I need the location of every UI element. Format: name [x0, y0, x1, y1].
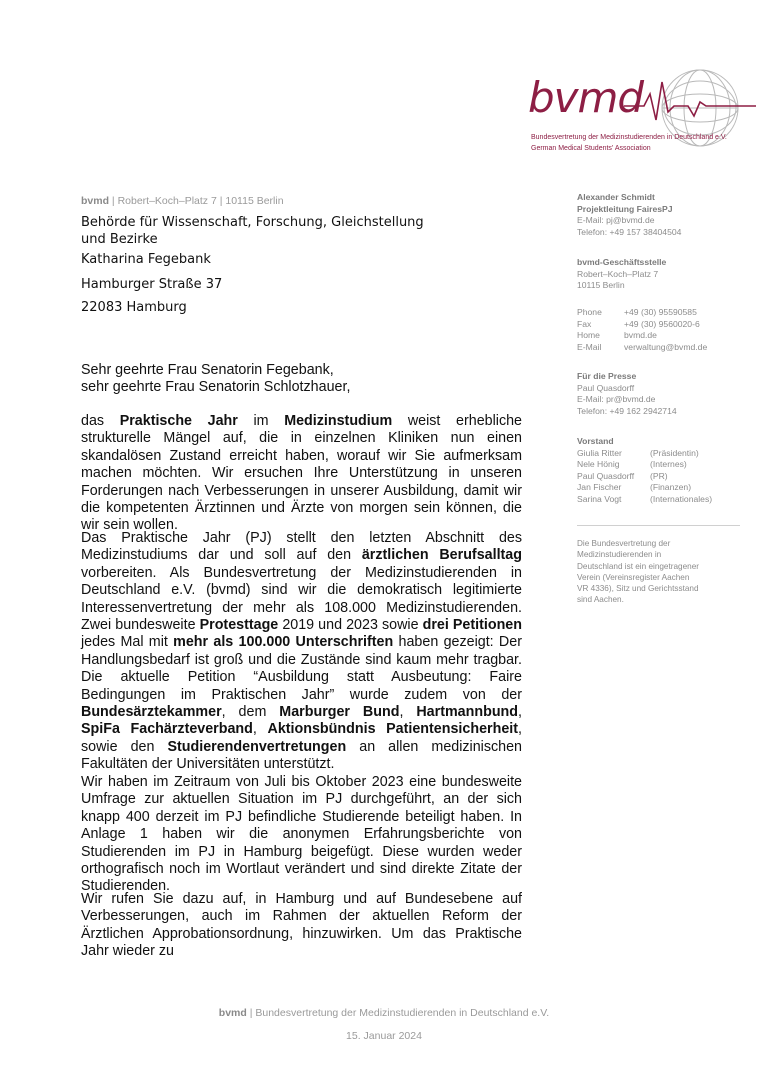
body-text: Wir rufen Sie dazu auf, in Hamburg und auf Bundesebene auf Verbesserungen, auch im Rahmen der aktuellen Reform der Ärztlichen Approbationsordnung, hinzuwirken. Um das Praktische Jahr wieder zu: [81, 891, 522, 960]
emphasis-text: Marburger Bund: [279, 704, 400, 721]
board-title: Vorstand: [577, 436, 614, 446]
legal-line: VR 4336), Sitz und Gerichtsstand: [577, 584, 699, 594]
paragraph-4: [81, 891, 522, 961]
emphasis-text: Praktische Jahr: [119, 413, 238, 429]
sidebar-press: [577, 371, 752, 417]
recipient-city: 22083 Hamburg: [81, 300, 187, 315]
legal-line: Die Bundesvertretung der: [577, 539, 671, 548]
contact-role: Projektleitung FairesPJ: [577, 203, 673, 214]
home-value: bvmd.de: [624, 330, 657, 341]
board-member: [577, 448, 752, 460]
emphasis-text: Bundesärztekammer: [81, 704, 222, 721]
press-phone: Telefon: +49 162 2942714: [577, 405, 677, 416]
paragraph-2: [81, 530, 522, 774]
contact-email: E-Mail: pj@bvmd.de: [577, 215, 655, 226]
legal-line: Verein (Vereinsregister Aachen: [577, 572, 690, 582]
body-text: , sowie den: [81, 721, 522, 755]
paragraph-3: [81, 774, 522, 896]
emphasis-text: Studierendenvertretungen: [167, 738, 347, 755]
logo-wordmark: bvmd: [528, 73, 644, 122]
home-label: Home: [577, 330, 600, 341]
legal-line: sind Aachen.: [577, 595, 624, 605]
recipient-line1: Behörde für Wissenschaft, Forschung, Gleichstellung: [81, 215, 424, 230]
emphasis-text: drei Petitionen: [422, 617, 522, 634]
recipient-street: Hamburger Straße 37: [81, 277, 223, 292]
press-name: Paul Quasdorff: [577, 382, 635, 393]
logo-tagline: Bundesvertretung der Medizinstudierenden in Deutschland e.V.: [531, 134, 727, 141]
email-label: E-Mail: [577, 341, 602, 352]
salutation-line1: Sehr geehrte Frau Senatorin Fegebank,: [81, 362, 334, 378]
fax-value: +49 (30) 9560020-6: [624, 318, 700, 329]
paragraph-1: [81, 413, 522, 535]
bvmd-logo: [520, 66, 760, 161]
body-text: an allen medizinischen Fakultäten der Universitäten unterstützt.: [81, 738, 522, 773]
board-member: [577, 459, 752, 471]
board-member: [577, 494, 752, 506]
email-value: verwaltung@bvmd.de: [624, 341, 708, 352]
body-text: Wir haben im Zeitraum von Juli bis Oktober 2023 eine bundesweite Umfrage zur aktuellen Situation im PJ durchgeführt, an der sich knapp 400 derzeit im PJ befindliche Studierende beteiligt haben. In Anlage 1 haben wir die anonymen Erfahrungsberichte von Studierenden im PJ in Hamburg beigefügt. Diese wurden weder orthografisch noch im Wortlaut verändert und sind direkte Zitate der Studierenden.: [81, 774, 522, 895]
recipient-name: Katharina Fegebank: [81, 252, 211, 267]
office-city: 10115 Berlin: [577, 280, 625, 291]
salutation: [81, 362, 350, 397]
contact-name: Alexander Schmidt: [577, 192, 655, 202]
board-member-role: (PR): [650, 470, 668, 481]
recipient-authority: [81, 214, 424, 248]
body-text: Das Praktische Jahr (PJ) stellt den letzten Abschnitt des Medizinstudiums dar und soll auf den: [81, 530, 522, 564]
office-fax-row: [577, 319, 752, 331]
emphasis-text: Medizinstudium: [284, 413, 393, 429]
body-text: das: [81, 413, 120, 429]
board-member-name: Jan Fischer: [577, 482, 622, 493]
office-title: bvmd-Geschäftsstelle: [577, 257, 667, 267]
body-text: ,: [399, 704, 417, 721]
logo-tagline-en: German Medical Students' Association: [531, 145, 651, 152]
recipient-line2: und Bezirke: [81, 232, 158, 247]
sidebar-office-contacts: [577, 307, 752, 353]
board-member: [577, 471, 752, 483]
body-text: 2019 und 2023 sowie: [278, 617, 423, 634]
sender-address-line: [81, 195, 284, 207]
sidebar-board: [577, 436, 752, 506]
press-title: Für die Presse: [577, 371, 637, 381]
body-text: ,: [252, 721, 268, 738]
emphasis-text: Hartmannbund: [416, 704, 519, 721]
sender-org: bvmd: [81, 195, 110, 207]
sidebar-contact: [577, 192, 752, 238]
phone-value: +49 (30) 95590585: [624, 307, 697, 317]
body-text: jedes Mal mit: [81, 634, 174, 651]
board-member: [577, 482, 752, 494]
sender-address: | Robert–Koch–Platz 7 | 10115 Berlin: [109, 195, 284, 207]
phone-label: Phone: [577, 307, 602, 317]
sidebar-divider: [577, 525, 752, 526]
footer-org: bvmd: [218, 1007, 247, 1019]
board-member-name: Giulia Ritter: [577, 447, 622, 458]
body-text: ,: [518, 704, 523, 721]
body-text: haben gezeigt: Der Handlungsbedarf ist groß und die Zustände sind kaum mehr tragbar. Die aktuelle Petition “Ausbildung statt Ausbeutung: Faire Bedingungen im Praktischen Jahr” wurde zudem von der: [81, 634, 522, 703]
footer-org-line: [0, 1007, 768, 1019]
board-member-name: Paul Quasdorff: [577, 470, 635, 481]
press-email: E-Mail: pr@bvmd.de: [577, 394, 656, 405]
contact-phone: Telefon: +49 157 38404504: [577, 226, 682, 237]
board-member-role: (Internes): [650, 459, 687, 470]
footer-date: 15. Januar 2024: [346, 1030, 422, 1042]
office-phone-row: [577, 307, 752, 319]
legal-line: Deutschland ist ein eingetragener: [577, 561, 699, 571]
body-text: im: [237, 413, 285, 429]
board-member-role: (Präsidentin): [650, 447, 699, 458]
salutation-line2: sehr geehrte Frau Senatorin Schlotzhauer,: [81, 379, 351, 396]
emphasis-text: ärztlichen Berufsalltag: [361, 547, 522, 564]
divider-line: [577, 525, 740, 526]
office-street: Robert–Koch–Platz 7: [577, 268, 659, 279]
office-home-row: [577, 330, 752, 342]
body-text: weist erhebliche strukturelle Mängel auf, die in einzelnen Kliniken nun einen skandalösen Zustand erreicht haben, worauf wir Sie aufmerksam machen möchten. Wir ersuchen Ihre Unterstützung in unseren Forderungen nach Verbesserungen in unserer Ausbildung, damit wir die kompetenten Ärztinnen und Ärzte von morgen sein können, die wir sein wollen.: [81, 413, 522, 534]
fax-label: Fax: [577, 318, 592, 329]
sidebar-office: [577, 257, 752, 292]
emphasis-text: Aktionsbündnis Patientensicherheit: [267, 721, 519, 738]
board-member-role: (Internationales): [650, 493, 713, 504]
board-member-role: (Finanzen): [650, 482, 692, 493]
body-text: vorbereiten. Als Bundesvertretung der Medizinstudierenden in Deutschland e.V. (bvmd) sind wir die demokratisch legitimierte Interessenvertretung der mehr als 108.000 Medizinstudierenden. Zwei bundesweite: [81, 564, 522, 634]
legal-line: Medizinstudierenden in: [577, 550, 662, 560]
office-email-row: [577, 342, 752, 354]
board-member-name: Sarina Vogt: [577, 493, 622, 504]
emphasis-text: mehr als 100.000 Unterschriften: [173, 634, 394, 651]
body-text: , dem: [221, 704, 280, 721]
emphasis-text: Protesttage: [199, 617, 279, 634]
emphasis-text: SpiFa Fachärzteverband: [81, 721, 253, 738]
board-member-name: Nele Hönig: [577, 459, 620, 470]
footer-text: | Bundesvertretung der Medizinstudierenden in Deutschland e.V.: [246, 1007, 550, 1019]
sidebar-legal-note: [577, 538, 752, 606]
